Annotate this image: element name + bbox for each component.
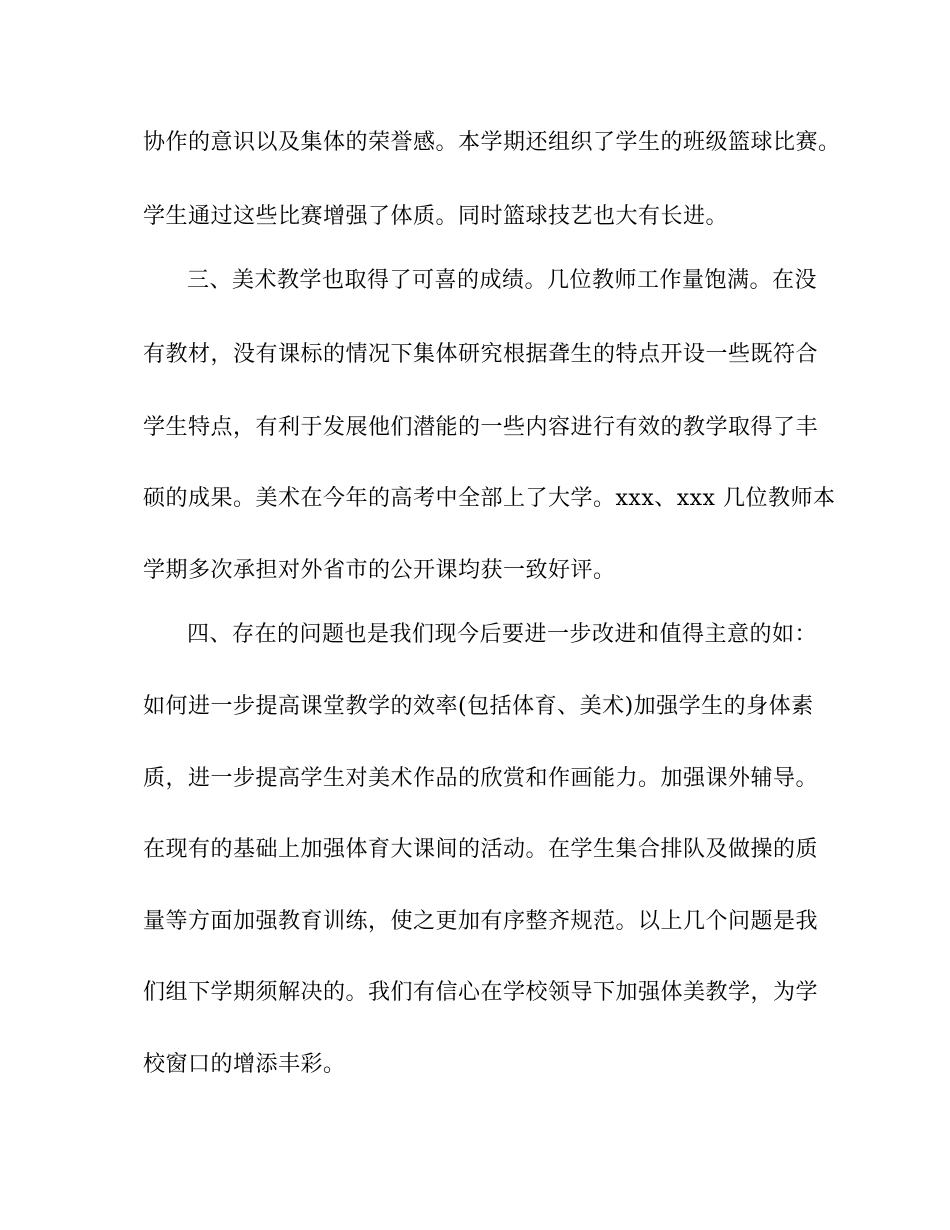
paragraph-line: 学生通过这些比赛增强了体质。同时篮球技艺也大有长进。 (143, 204, 729, 229)
paragraph-line: 学生特点，有利于发展他们潜能的一些内容进行有效的教学取得了丰 (143, 415, 819, 440)
paragraph-line: 质，进一步提高学生对美术作品的欣赏和作画能力。加强课外辅导。 (143, 766, 819, 791)
paragraph-line: 们组下学期须解决的。我们有信心在学校领导下加强体美教学，为学 (143, 980, 819, 1005)
paragraph-line: 学期多次承担对外省市的公开课均获一致好评。 (143, 558, 616, 583)
paragraph-line: 量等方面加强教育训练，使之更加有序整齐规范。以上几个问题是我 (143, 909, 819, 934)
section-four-first-line: 四、存在的问题也是我们现今后要进一步改进和值得主意的如： (187, 622, 818, 647)
paragraph-line: 如何进一步提高课堂教学的效率(包括体育、美术)加强学生的身体素 (143, 694, 814, 719)
section-three-first-line: 三、美术教学也取得了可喜的成绩。几位教师工作量饱满。在没 (187, 268, 818, 293)
paragraph-line: 硕的成果。美术在今年的高考中全部上了大学。xxx、xxx 几位教师本 (143, 486, 836, 511)
paragraph-line: 校窗口的增添丰彩。 (143, 1052, 346, 1077)
paragraph-line: 有教材，没有课标的情况下集体研究根据聋生的特点开设一些既符合 (143, 342, 819, 367)
paragraph-line: 在现有的基础上加强体育大课间的活动。在学生集合排队及做操的质 (143, 837, 819, 862)
paragraph-line: 协作的意识以及集体的荣誉感。本学期还组织了学生的班级篮球比赛。 (143, 130, 841, 155)
